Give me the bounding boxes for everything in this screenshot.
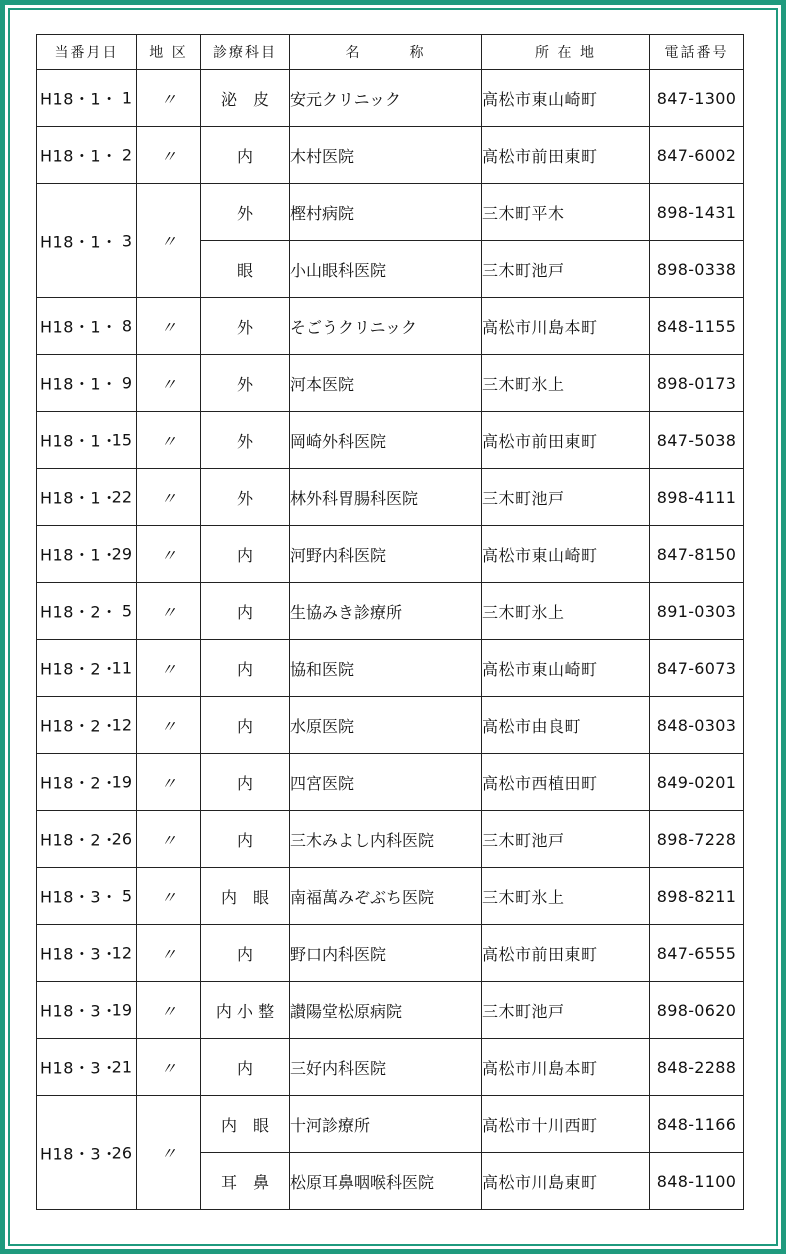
- header-addr: 所 在 地: [482, 35, 650, 70]
- address-cell: 三木町池戸: [482, 982, 650, 1039]
- duty-date-prefix: H18・3・: [40, 1058, 118, 1078]
- header-tel: 電話番号: [650, 35, 744, 70]
- department-cell: 外: [201, 355, 290, 412]
- phone-cell: 847-8150: [650, 526, 744, 583]
- duty-date-cell: [37, 868, 137, 925]
- area-ditto-mark: 〃: [137, 70, 201, 127]
- phone-cell: 898-0173: [650, 355, 744, 412]
- duty-date-cell: [37, 127, 137, 184]
- header-row: [37, 35, 744, 70]
- phone-cell: 898-1431: [650, 184, 744, 241]
- department-cell: 内: [201, 127, 290, 184]
- address-cell: 高松市由良町: [482, 697, 650, 754]
- phone-cell: 898-0620: [650, 982, 744, 1039]
- address-cell: 高松市東山崎町: [482, 526, 650, 583]
- clinic-name-cell: 河野内科医院: [290, 526, 482, 583]
- address-cell: 高松市川島本町: [482, 1039, 650, 1096]
- clinic-name-cell: 協和医院: [290, 640, 482, 697]
- address-cell: 三木町平木: [482, 184, 650, 241]
- phone-cell: 898-4111: [650, 469, 744, 526]
- duty-date-day: 15: [111, 430, 132, 450]
- duty-date-day: 19: [111, 772, 132, 792]
- duty-date-day: 22: [111, 487, 132, 507]
- duty-date-cell: [37, 1096, 137, 1210]
- duty-date-prefix: H18・1・: [40, 89, 118, 109]
- duty-date-day: 1: [121, 88, 132, 108]
- duty-date-cell: [37, 811, 137, 868]
- duty-date-prefix: H18・2・: [40, 716, 118, 736]
- clinic-name-cell: 十河診療所: [290, 1096, 482, 1153]
- department-cell: 内: [201, 640, 290, 697]
- duty-date-cell: [37, 754, 137, 811]
- address-cell: 高松市前田東町: [482, 925, 650, 982]
- department-cell: 内 眼: [201, 1096, 290, 1153]
- area-ditto-mark: 〃: [137, 583, 201, 640]
- duty-date-cell: [37, 469, 137, 526]
- table-row: [37, 811, 744, 868]
- department-cell: 眼: [201, 241, 290, 298]
- duty-date-prefix: H18・1・: [40, 374, 118, 394]
- address-cell: 高松市前田東町: [482, 412, 650, 469]
- clinic-name-cell: 野口内科医院: [290, 925, 482, 982]
- phone-cell: 847-1300: [650, 70, 744, 127]
- area-ditto-mark: 〃: [137, 1096, 201, 1210]
- table-row: [37, 982, 744, 1039]
- clinic-name-cell: 小山眼科医院: [290, 241, 482, 298]
- department-cell: 内 小 整: [201, 982, 290, 1039]
- department-cell: 内: [201, 925, 290, 982]
- area-ditto-mark: 〃: [137, 355, 201, 412]
- duty-date-prefix: H18・1・: [40, 146, 118, 166]
- duty-date-prefix: H18・2・: [40, 602, 118, 622]
- clinic-name-cell: そごうクリニック: [290, 298, 482, 355]
- address-cell: 三木町氷上: [482, 583, 650, 640]
- duty-date-prefix: H18・1・: [40, 488, 118, 508]
- phone-cell: 847-6073: [650, 640, 744, 697]
- header-dept: 診療科目: [201, 35, 290, 70]
- clinic-name-cell: 四宮医院: [290, 754, 482, 811]
- header-name: 名 称: [290, 35, 482, 70]
- table-row: [37, 184, 744, 241]
- duty-date-cell: [37, 925, 137, 982]
- phone-cell: 898-0338: [650, 241, 744, 298]
- department-cell: 内: [201, 754, 290, 811]
- clinic-name-cell: 三木みよし内科医院: [290, 811, 482, 868]
- department-cell: 内: [201, 526, 290, 583]
- table-body: [37, 70, 744, 1210]
- duty-date-day: 26: [111, 1143, 132, 1162]
- department-cell: 内 眼: [201, 868, 290, 925]
- table-row: [37, 298, 744, 355]
- duty-date-day: 3: [121, 231, 132, 250]
- area-ditto-mark: 〃: [137, 469, 201, 526]
- department-cell: 泌 皮: [201, 70, 290, 127]
- department-cell: 内: [201, 697, 290, 754]
- phone-cell: 848-1166: [650, 1096, 744, 1153]
- table-row: [37, 583, 744, 640]
- department-cell: 内: [201, 811, 290, 868]
- phone-cell: 848-2288: [650, 1039, 744, 1096]
- phone-cell: 847-5038: [650, 412, 744, 469]
- clinic-name-cell: 安元クリニック: [290, 70, 482, 127]
- clinic-name-cell: 林外科胃腸科医院: [290, 469, 482, 526]
- duty-date-cell: [37, 184, 137, 298]
- area-ditto-mark: 〃: [137, 640, 201, 697]
- phone-cell: 898-8211: [650, 868, 744, 925]
- duty-date-cell: [37, 412, 137, 469]
- area-ditto-mark: 〃: [137, 982, 201, 1039]
- clinic-name-cell: 河本医院: [290, 355, 482, 412]
- area-ditto-mark: 〃: [137, 412, 201, 469]
- duty-date-prefix: H18・2・: [40, 773, 118, 793]
- clinic-name-cell: 三好内科医院: [290, 1039, 482, 1096]
- address-cell: 高松市前田東町: [482, 127, 650, 184]
- header-date: 当番月日: [37, 35, 137, 70]
- duty-date-prefix: H18・2・: [40, 830, 118, 850]
- duty-date-prefix: H18・3・: [40, 1001, 118, 1021]
- phone-cell: 891-0303: [650, 583, 744, 640]
- duty-date-cell: [37, 355, 137, 412]
- address-cell: 三木町氷上: [482, 355, 650, 412]
- table-row: [37, 127, 744, 184]
- address-cell: 高松市東山崎町: [482, 640, 650, 697]
- area-ditto-mark: 〃: [137, 697, 201, 754]
- department-cell: 内: [201, 583, 290, 640]
- phone-cell: 898-7228: [650, 811, 744, 868]
- duty-date-cell: [37, 526, 137, 583]
- duty-date-day: 5: [121, 886, 132, 906]
- header-area: 地 区: [137, 35, 201, 70]
- address-cell: 三木町氷上: [482, 868, 650, 925]
- phone-cell: 848-1100: [650, 1153, 744, 1210]
- duty-date-prefix: H18・3・: [40, 887, 118, 907]
- area-ditto-mark: 〃: [137, 526, 201, 583]
- duty-date-cell: [37, 583, 137, 640]
- duty-date-prefix: H18・1・: [40, 232, 118, 251]
- department-cell: 外: [201, 184, 290, 241]
- department-cell: 外: [201, 298, 290, 355]
- department-cell: 内: [201, 1039, 290, 1096]
- clinic-name-cell: 水原医院: [290, 697, 482, 754]
- table-header: [37, 35, 744, 70]
- phone-cell: 847-6555: [650, 925, 744, 982]
- duty-date-day: 8: [121, 316, 132, 336]
- address-cell: 高松市川島本町: [482, 298, 650, 355]
- duty-date-prefix: H18・3・: [40, 944, 118, 964]
- duty-date-day: 2: [121, 145, 132, 165]
- area-ditto-mark: 〃: [137, 184, 201, 298]
- duty-date-cell: [37, 298, 137, 355]
- duty-date-day: 12: [111, 715, 132, 735]
- department-cell: 外: [201, 469, 290, 526]
- duty-date-cell: [37, 697, 137, 754]
- area-ditto-mark: 〃: [137, 754, 201, 811]
- duty-date-prefix: H18・3・: [40, 1144, 118, 1163]
- department-cell: 耳 鼻: [201, 1153, 290, 1210]
- duty-date-day: 21: [111, 1057, 132, 1077]
- table-row: [37, 925, 744, 982]
- area-ditto-mark: 〃: [137, 811, 201, 868]
- table-row: [37, 868, 744, 925]
- area-ditto-mark: 〃: [137, 127, 201, 184]
- clinic-name-cell: 南福萬みぞぶち医院: [290, 868, 482, 925]
- clinic-name-cell: 木村医院: [290, 127, 482, 184]
- table-row: [37, 526, 744, 583]
- table-row: [37, 640, 744, 697]
- address-cell: 三木町池戸: [482, 811, 650, 868]
- table-row: [37, 754, 744, 811]
- area-ditto-mark: 〃: [137, 925, 201, 982]
- address-cell: 高松市十川西町: [482, 1096, 650, 1153]
- address-cell: 高松市川島東町: [482, 1153, 650, 1210]
- duty-date-day: 19: [111, 1000, 132, 1020]
- table-row: [37, 469, 744, 526]
- clinic-name-cell: 岡崎外科医院: [290, 412, 482, 469]
- address-cell: 高松市東山崎町: [482, 70, 650, 127]
- address-cell: 三木町池戸: [482, 469, 650, 526]
- area-ditto-mark: 〃: [137, 868, 201, 925]
- table-row: [37, 70, 744, 127]
- duty-date-cell: [37, 70, 137, 127]
- table-row: [37, 412, 744, 469]
- phone-cell: 847-6002: [650, 127, 744, 184]
- duty-date-prefix: H18・2・: [40, 659, 118, 679]
- clinic-name-cell: 樫村病院: [290, 184, 482, 241]
- area-ditto-mark: 〃: [137, 298, 201, 355]
- phone-cell: 848-1155: [650, 298, 744, 355]
- address-cell: 三木町池戸: [482, 241, 650, 298]
- duty-schedule-table: [36, 34, 744, 1210]
- duty-date-cell: [37, 640, 137, 697]
- department-cell: 外: [201, 412, 290, 469]
- duty-date-day: 26: [111, 829, 132, 849]
- table-row: [37, 1039, 744, 1096]
- duty-date-cell: [37, 982, 137, 1039]
- duty-date-day: 12: [111, 943, 132, 963]
- table-row: [37, 697, 744, 754]
- duty-date-prefix: H18・1・: [40, 431, 118, 451]
- duty-date-day: 29: [111, 544, 132, 564]
- duty-date-day: 11: [111, 658, 132, 678]
- clinic-name-cell: 生協みき診療所: [290, 583, 482, 640]
- address-cell: 高松市西植田町: [482, 754, 650, 811]
- duty-date-prefix: H18・1・: [40, 545, 118, 565]
- table-row: [37, 355, 744, 412]
- duty-date-cell: [37, 1039, 137, 1096]
- phone-cell: 849-0201: [650, 754, 744, 811]
- clinic-name-cell: 松原耳鼻咽喉科医院: [290, 1153, 482, 1210]
- duty-date-day: 5: [121, 601, 132, 621]
- duty-date-prefix: H18・1・: [40, 317, 118, 337]
- clinic-name-cell: 讃陽堂松原病院: [290, 982, 482, 1039]
- table-row: [37, 1096, 744, 1153]
- phone-cell: 848-0303: [650, 697, 744, 754]
- duty-date-day: 9: [121, 373, 132, 393]
- area-ditto-mark: 〃: [137, 1039, 201, 1096]
